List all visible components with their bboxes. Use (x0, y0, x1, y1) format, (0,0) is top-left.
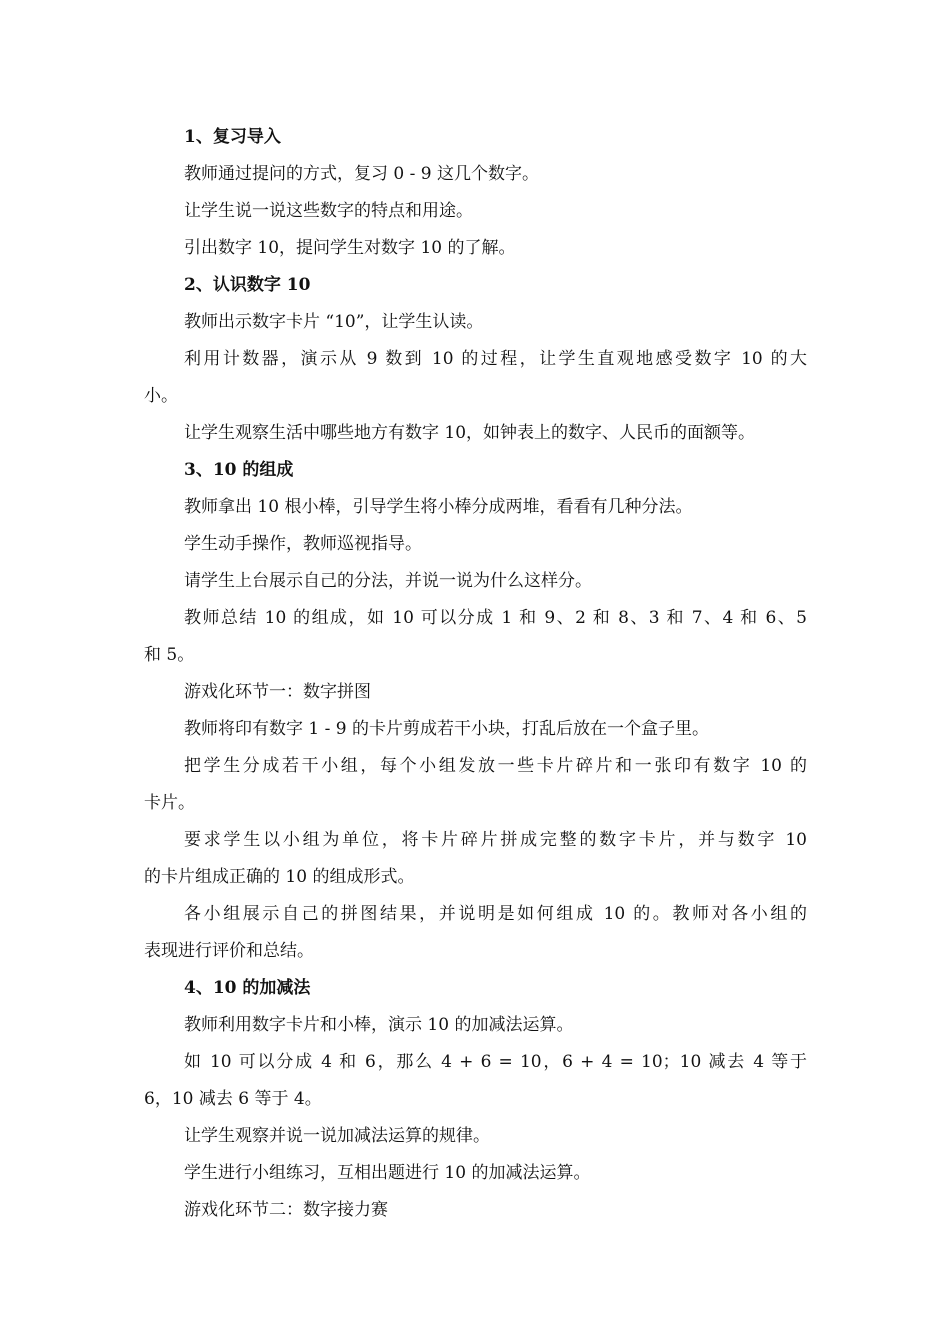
paragraph-line: 教师利用数字卡片和小棒，演示 10 的加减法运算。 (184, 1015, 574, 1035)
section-heading-composition: 3、10 的组成 (184, 460, 294, 480)
paragraph-line: 请学生上台展示自己的分法，并说一说为什么这样分。 (184, 571, 592, 591)
section-heading-add-subtract: 4、10 的加减法 (184, 978, 311, 998)
paragraph-line-continuation: 表现进行评价和总结。 (144, 941, 314, 961)
paragraph-line: 游戏化环节一：数字拼图 (184, 682, 371, 702)
paragraph-line-continuation: 的卡片组成正确的 10 的组成形式。 (144, 867, 415, 887)
paragraph-line: 利用计数器，演示从 9 数到 10 的过程，让学生直观地感受数字 10 的大 (184, 349, 807, 369)
paragraph-line: 引出数字 10，提问学生对数字 10 的了解。 (184, 238, 516, 258)
paragraph-line: 教师将印有数字 1 - 9 的卡片剪成若干小块，打乱后放在一个盒子里。 (184, 719, 709, 739)
paragraph-line: 让学生观察生活中哪些地方有数字 10，如钟表上的数字、人民币的面额等。 (184, 423, 756, 443)
paragraph-line-continuation: 卡片。 (144, 793, 195, 813)
paragraph-line: 把学生分成若干小组，每个小组发放一些卡片碎片和一张印有数字 10 的 (184, 756, 807, 776)
paragraph-line: 学生进行小组练习，互相出题进行 10 的加减法运算。 (184, 1163, 591, 1183)
paragraph-line: 要求学生以小组为单位，将卡片碎片拼成完整的数字卡片，并与数字 10 (184, 830, 807, 850)
paragraph-line: 各小组展示自己的拼图结果，并说明是如何组成 10 的。教师对各小组的 (184, 904, 807, 924)
paragraph-line-continuation: 小。 (144, 386, 178, 406)
paragraph-line: 让学生说一说这些数字的特点和用途。 (184, 201, 473, 221)
paragraph-line: 游戏化环节二：数字接力赛 (184, 1200, 388, 1220)
section-heading-recognize-10: 2、认识数字 10 (184, 275, 311, 295)
paragraph-line: 教师总结 10 的组成，如 10 可以分成 1 和 9、2 和 8、3 和 7、4 和 6、5 (184, 608, 807, 628)
paragraph-line-continuation: 和 5。 (144, 645, 195, 665)
paragraph-line-continuation: 6，10 减去 6 等于 4。 (144, 1089, 322, 1109)
paragraph-line: 学生动手操作，教师巡视指导。 (184, 534, 422, 554)
paragraph-line: 教师拿出 10 根小棒，引导学生将小棒分成两堆，看看有几种分法。 (184, 497, 693, 517)
paragraph-line: 教师出示数字卡片 “10”，让学生认读。 (184, 312, 484, 332)
document-body (144, 119, 807, 1229)
section-heading-review: 1、复习导入 (184, 127, 281, 147)
paragraph-line: 如 10 可以分成 4 和 6，那么 4 + 6 = 10，6 + 4 = 10；10 减去 4 等于 (184, 1052, 807, 1072)
paragraph-line: 让学生观察并说一说加减法运算的规律。 (184, 1126, 490, 1146)
paragraph-line: 教师通过提问的方式，复习 0 - 9 这几个数字。 (184, 164, 539, 184)
